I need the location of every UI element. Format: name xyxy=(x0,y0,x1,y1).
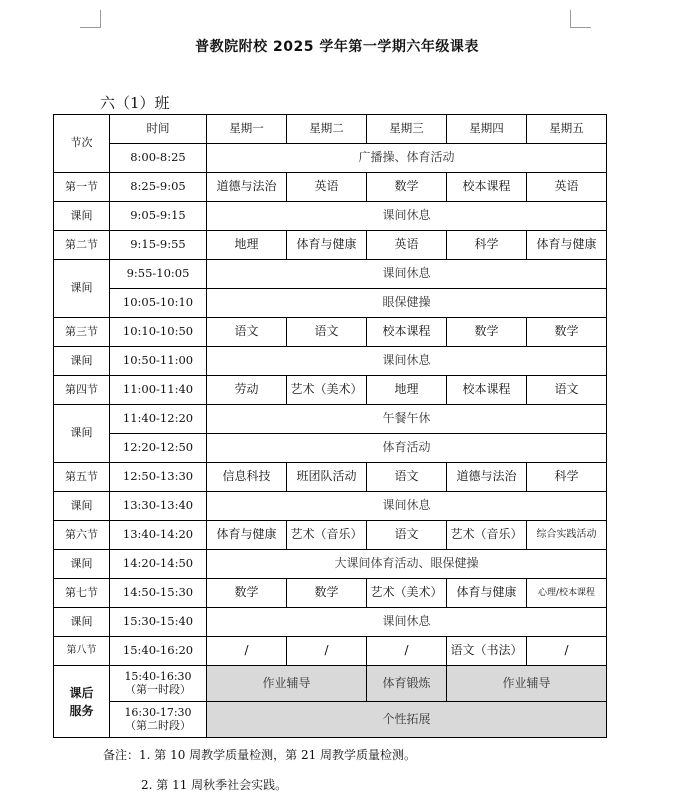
time-cell: 12:20-12:50 xyxy=(110,434,207,463)
subject-cell: 数学 xyxy=(287,579,367,608)
time-cell: 9:05-9:15 xyxy=(110,202,207,231)
schedule-row xyxy=(54,376,607,405)
schedule-row xyxy=(54,579,607,608)
time-cell: 15:40-16:20 xyxy=(110,637,207,666)
period-cell: 课间 xyxy=(54,260,110,318)
subject-cell: 体育与健康 xyxy=(527,231,607,260)
crop-mark-top-right xyxy=(570,10,591,28)
subject-cell: / xyxy=(367,637,447,666)
note-line-2: 2. 第 11 周秋季社会实践。 xyxy=(141,778,288,792)
time-cell: 9:55-10:05 xyxy=(110,260,207,289)
time-cell: 8:25-9:05 xyxy=(110,173,207,202)
header-day: 星期五 xyxy=(527,115,607,144)
subject-cell: / xyxy=(527,637,607,666)
page-title: 普教院附校 2025 学年第一学期六年级课表 xyxy=(195,39,479,55)
subject-cell: 校本课程 xyxy=(447,376,527,405)
activity-cell: 眼保健操 xyxy=(207,289,607,318)
after-school-label xyxy=(54,666,110,738)
subject-cell: 语文 xyxy=(367,463,447,492)
schedule-row xyxy=(54,521,607,550)
time-cell: 12:50-13:30 xyxy=(110,463,207,492)
period-cell: 第五节 xyxy=(54,463,110,492)
schedule-row xyxy=(54,260,607,289)
activity-cell: 课间休息 xyxy=(207,202,607,231)
after-school-label-line2: 服务 xyxy=(69,703,94,718)
service-cell: 作业辅导 xyxy=(447,666,607,702)
crop-mark-top-left xyxy=(80,10,101,28)
slot-name: （第一时段） xyxy=(125,682,191,696)
service-cell: 体育锻炼 xyxy=(367,666,447,702)
subject-cell: 校本课程 xyxy=(367,318,447,347)
activity-cell: 广播操、体育活动 xyxy=(207,144,607,173)
activity-cell: 大课间体育活动、眼保健操 xyxy=(207,550,607,579)
subject-cell: 校本课程 xyxy=(447,173,527,202)
subject-cell: 科学 xyxy=(447,231,527,260)
subject-cell: 语文 xyxy=(207,318,287,347)
subject-cell: 数学 xyxy=(447,318,527,347)
period-cell: 第一节 xyxy=(54,173,110,202)
time-cell: 11:00-11:40 xyxy=(110,376,207,405)
subject-cell: 英语 xyxy=(367,231,447,260)
subject-cell: 语文 xyxy=(367,521,447,550)
schedule-row xyxy=(54,637,607,666)
subject-cell: 数学 xyxy=(207,579,287,608)
time-cell: 10:05-10:10 xyxy=(110,289,207,318)
activity-cell: 课间休息 xyxy=(207,492,607,521)
time-cell: 10:10-10:50 xyxy=(110,318,207,347)
slot-time: 16:30-17:30 xyxy=(124,705,192,719)
subject-cell: 道德与法治 xyxy=(447,463,527,492)
schedule-row xyxy=(54,434,607,463)
header-period: 节次 xyxy=(54,115,110,173)
period-cell: 第八节 xyxy=(54,637,110,666)
time-cell: 8:00-8:25 xyxy=(110,144,207,173)
subject-cell: 艺术（美术） xyxy=(367,579,447,608)
period-cell: 课间 xyxy=(54,608,110,637)
schedule-row xyxy=(54,318,607,347)
period-cell: 第七节 xyxy=(54,579,110,608)
subject-cell: 科学 xyxy=(527,463,607,492)
subject-cell: 数学 xyxy=(367,173,447,202)
subject-cell: 心理/校本课程 xyxy=(527,579,607,608)
period-cell: 第六节 xyxy=(54,521,110,550)
period-cell: 第二节 xyxy=(54,231,110,260)
period-cell: 课间 xyxy=(54,202,110,231)
header-day: 星期四 xyxy=(447,115,527,144)
subject-cell: 语文 xyxy=(527,376,607,405)
schedule-row xyxy=(54,405,607,434)
period-cell: 课间 xyxy=(54,550,110,579)
header-day: 星期三 xyxy=(367,115,447,144)
time-cell: 15:30-15:40 xyxy=(110,608,207,637)
time-cell: 11:40-12:20 xyxy=(110,405,207,434)
schedule-row xyxy=(54,492,607,521)
period-cell: 课间 xyxy=(54,405,110,463)
subject-cell: 班团队活动 xyxy=(287,463,367,492)
schedule-table xyxy=(53,114,607,738)
subject-cell: 语文（书法） xyxy=(447,637,527,666)
subject-cell: 体育与健康 xyxy=(287,231,367,260)
after-school-row xyxy=(54,666,607,702)
schedule-row xyxy=(54,144,607,173)
after-school-row xyxy=(54,702,607,738)
class-label: 六（1）班 xyxy=(100,94,170,112)
schedule-row xyxy=(54,231,607,260)
subject-cell: 劳动 xyxy=(207,376,287,405)
schedule-row xyxy=(54,608,607,637)
subject-cell: 艺术（美术） xyxy=(287,376,367,405)
time-cell: 14:50-15:30 xyxy=(110,579,207,608)
subject-cell: 地理 xyxy=(367,376,447,405)
activity-cell: 午餐午休 xyxy=(207,405,607,434)
schedule-row xyxy=(54,289,607,318)
slot-time-cell xyxy=(110,702,207,738)
period-cell: 课间 xyxy=(54,347,110,376)
header-row xyxy=(54,115,607,144)
service-cell: 个性拓展 xyxy=(207,702,607,738)
note-line-1: 备注：1. 第 10 周教学质量检测，第 21 周教学质量检测。 xyxy=(103,748,417,762)
period-cell: 第四节 xyxy=(54,376,110,405)
subject-cell: 综合实践活动 xyxy=(527,521,607,550)
header-day: 星期二 xyxy=(287,115,367,144)
activity-cell: 课间休息 xyxy=(207,260,607,289)
subject-cell: 体育与健康 xyxy=(207,521,287,550)
activity-cell: 体育活动 xyxy=(207,434,607,463)
header-day: 星期一 xyxy=(207,115,287,144)
activity-cell: 课间休息 xyxy=(207,347,607,376)
subject-cell: 数学 xyxy=(527,318,607,347)
header-time: 时间 xyxy=(110,115,207,144)
period-cell: 第三节 xyxy=(54,318,110,347)
time-cell: 13:40-14:20 xyxy=(110,521,207,550)
schedule-row xyxy=(54,347,607,376)
subject-cell: 英语 xyxy=(527,173,607,202)
subject-cell: 语文 xyxy=(287,318,367,347)
subject-cell: 道德与法治 xyxy=(207,173,287,202)
time-cell: 13:30-13:40 xyxy=(110,492,207,521)
schedule-row xyxy=(54,202,607,231)
schedule-row xyxy=(54,173,607,202)
subject-cell: 地理 xyxy=(207,231,287,260)
subject-cell: 英语 xyxy=(287,173,367,202)
subject-cell: 体育与健康 xyxy=(447,579,527,608)
time-cell: 10:50-11:00 xyxy=(110,347,207,376)
time-cell: 9:15-9:55 xyxy=(110,231,207,260)
slot-name: （第二时段） xyxy=(125,718,191,732)
subject-cell: 信息科技 xyxy=(207,463,287,492)
slot-time-cell xyxy=(110,666,207,702)
time-cell: 14:20-14:50 xyxy=(110,550,207,579)
schedule-row xyxy=(54,550,607,579)
subject-cell: 艺术（音乐） xyxy=(447,521,527,550)
after-school-label-line1: 课后 xyxy=(69,685,94,700)
subject-cell: / xyxy=(287,637,367,666)
period-cell: 课间 xyxy=(54,492,110,521)
schedule-row xyxy=(54,463,607,492)
activity-cell: 课间休息 xyxy=(207,608,607,637)
service-cell: 作业辅导 xyxy=(207,666,367,702)
slot-time: 15:40-16:30 xyxy=(124,669,192,683)
subject-cell: 艺术（音乐） xyxy=(287,521,367,550)
subject-cell: / xyxy=(207,637,287,666)
